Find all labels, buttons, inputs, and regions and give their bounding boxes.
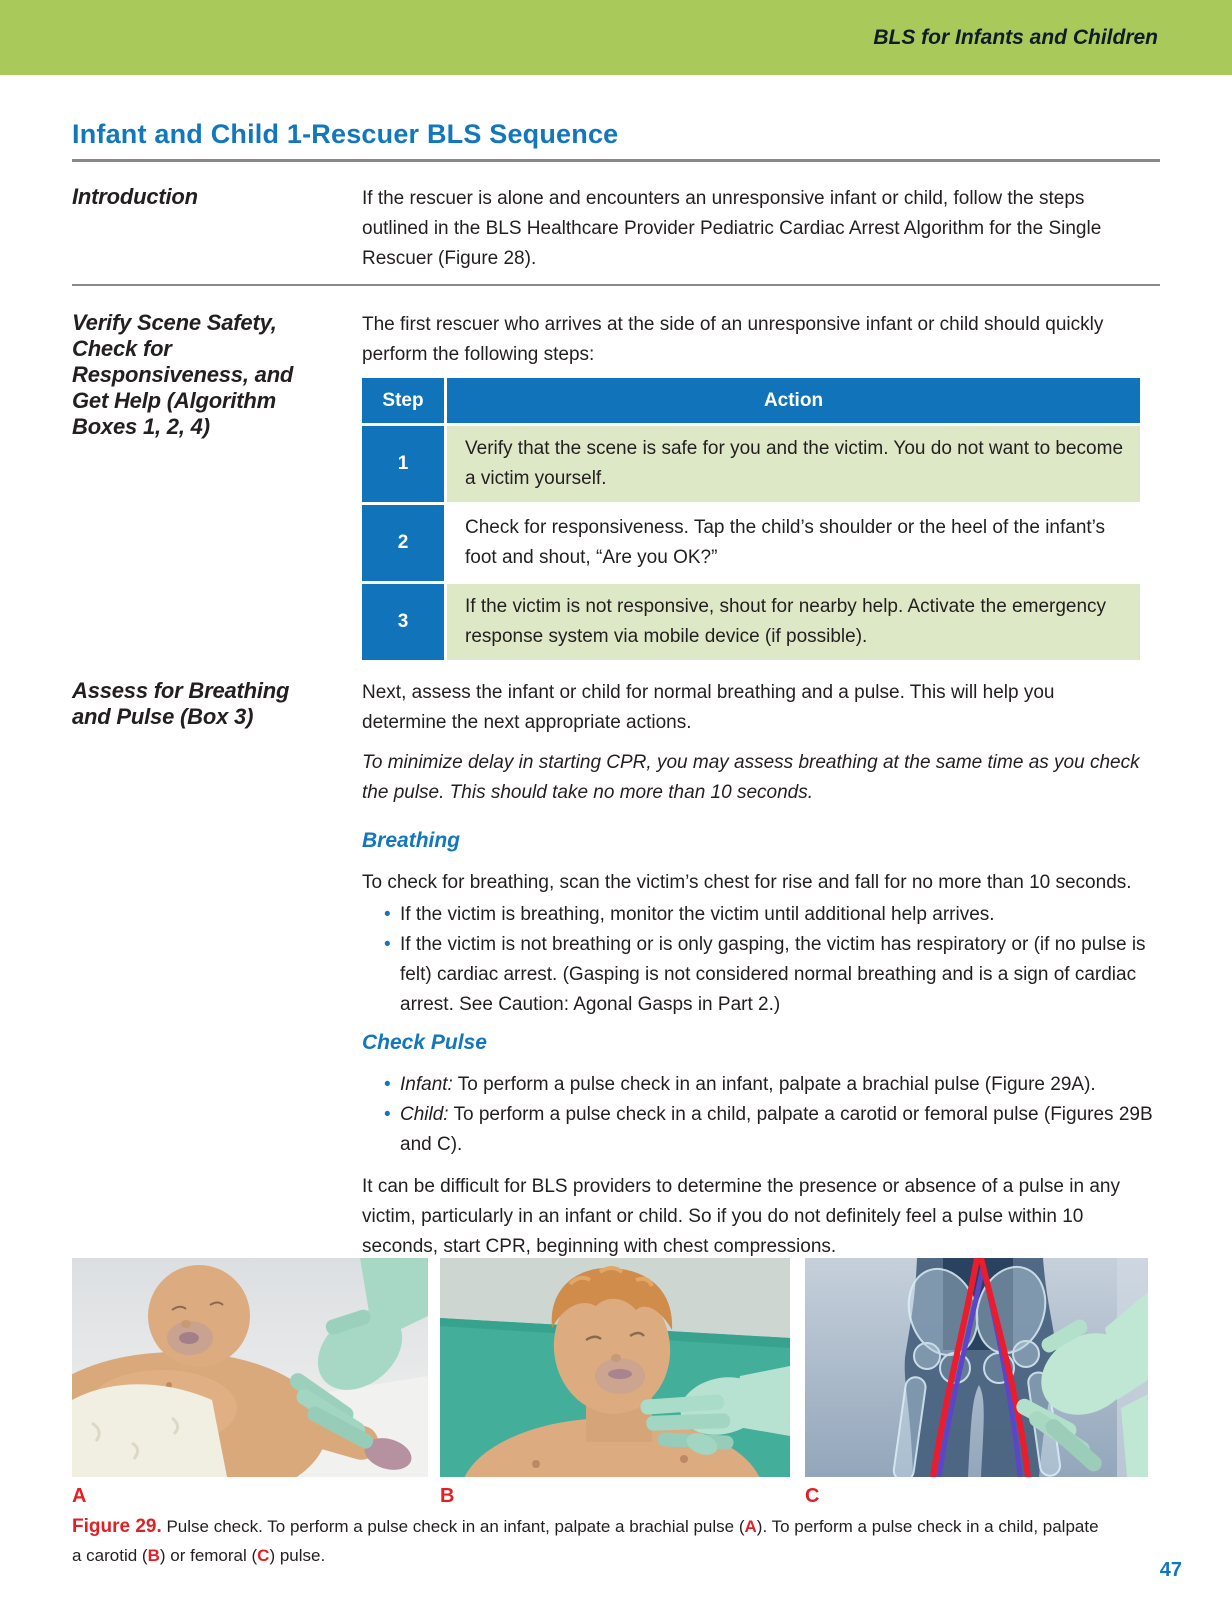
bullet-lead-child: Child:	[400, 1104, 449, 1125]
step-action-text: If the victim is not responsive, shout for nearby help. Activate the emergency response system via mobile device (if possible).	[447, 581, 1140, 660]
column-header-step: Step	[362, 378, 447, 423]
caption-text: ). To perform a pulse check in a child, palpate a carotid (	[72, 1517, 1099, 1565]
figure-29-images	[72, 1258, 1148, 1506]
check-pulse-bullet-list	[362, 1070, 1160, 1160]
figure-29	[72, 1258, 1148, 1570]
table-row	[362, 581, 1140, 660]
table-header-row	[362, 378, 1140, 423]
check-pulse-closing-paragraph: It can be difficult for BLS providers to determine the presence or absence of a pulse in any victim, particularly in an infant or child. So if you do not definitely feel a pulse within 10 seconds, start CPR, beginning with chest compressions.	[362, 1176, 1120, 1257]
bullet-text: To perform a pulse check in a child, palpate a carotid or femoral pulse (Figures 29B and C).	[400, 1104, 1153, 1155]
bullet-item	[384, 1100, 1160, 1160]
section-introduction	[72, 184, 1160, 274]
breathing-lead-paragraph: To check for breathing, scan the victim’s chest for rise and fall for no more than 10 seconds.	[362, 872, 1132, 893]
figure-29a	[72, 1258, 428, 1506]
title-rule	[72, 159, 1160, 162]
bullet-item	[384, 1070, 1160, 1100]
verify-lead-paragraph: The first rescuer who arrives at the side of an unresponsive infant or child should quickly perform the following steps:	[362, 314, 1104, 365]
table-row	[362, 502, 1140, 581]
step-number: 2	[362, 502, 447, 581]
femoral-pulse-illustration	[805, 1258, 1148, 1477]
page-number: 47	[1159, 1559, 1182, 1581]
caption-letter-b: B	[147, 1546, 160, 1565]
figure-caption-lead: Figure 29.	[72, 1516, 162, 1537]
bullet-lead-infant: Infant:	[400, 1074, 453, 1095]
page-header-band	[0, 0, 1232, 75]
child-carotid-pulse-photo	[440, 1258, 790, 1477]
introduction-paragraph: If the rescuer is alone and encounters an unresponsive infant or child, follow the steps outlined in the BLS Healthcare Provider Pediatric Cardiac Arrest Algorithm for the Single Rescuer (Figure 28).	[362, 188, 1102, 269]
caption-letter-a: A	[744, 1517, 757, 1536]
section-heading-introduction: Introduction	[72, 184, 198, 209]
assess-lead-paragraph: Next, assess the infant or child for normal breathing and a pulse. This will help you determine the next appropriate actions.	[362, 682, 1055, 733]
caption-letter-c: C	[257, 1546, 270, 1565]
page-content	[0, 119, 1232, 1262]
verify-body	[362, 310, 1160, 660]
introduction-body	[362, 184, 1160, 274]
section-assess-breathing-pulse	[72, 678, 1160, 1262]
step-number: 3	[362, 581, 447, 660]
bullet-item: • If the victim is not breathing or is only gasping, the victim has respiratory or (if no pulse is felt) cardiac arrest. (Gasping is not considered normal breathing and is a sign of cardiac arrest. See Caution: Agonal Gasps in Part 2.)	[384, 930, 1160, 1020]
section-heading-verify: Verify Scene Safety, Check for Responsiveness, and Get Help (Algorithm Boxes 1, 2, 4)	[72, 310, 294, 439]
subheading-check-pulse: Check Pulse	[362, 1031, 487, 1054]
assess-note-paragraph: To minimize delay in starting CPR, you may assess breathing at the same time as you check the pulse. This should take no more than 10 seconds.	[362, 752, 1140, 803]
figure-29c-label: C	[805, 1485, 820, 1507]
figure-29-caption	[72, 1512, 1102, 1570]
figure-29a-label: A	[72, 1485, 87, 1507]
section-verify-scene-safety	[72, 310, 1160, 660]
running-head: BLS for Infants and Children	[873, 25, 1158, 49]
figure-29c	[805, 1258, 1148, 1506]
subheading-breathing: Breathing	[362, 829, 461, 852]
column-header-action: Action	[447, 378, 1140, 423]
step-action-text: Verify that the scene is safe for you and the victim. You do not want to become a victim yourself.	[447, 423, 1140, 502]
bullet-text: To perform a pulse check in an infant, palpate a brachial pulse (Figure 29A).	[452, 1074, 1096, 1095]
infant-brachial-pulse-photo	[72, 1258, 428, 1477]
figure-29b-label: B	[440, 1485, 455, 1507]
step-number: 1	[362, 423, 447, 502]
section-rule	[72, 284, 1160, 286]
step-action-table	[362, 378, 1140, 660]
step-action-text: Check for responsiveness. Tap the child’s shoulder or the heel of the infant’s foot and shout, “Are you OK?”	[447, 502, 1140, 581]
section-heading-assess: Assess for Breathing and Pulse (Box 3)	[72, 678, 290, 729]
caption-text: ) or femoral (	[159, 1546, 258, 1565]
table-row	[362, 423, 1140, 502]
page-title: Infant and Child 1-Rescuer BLS Sequence	[72, 119, 619, 149]
caption-text: Pulse check. To perform a pulse check in an infant, palpate a brachial pulse (	[161, 1517, 745, 1536]
figure-29b	[440, 1258, 790, 1506]
caption-text: ) pulse.	[269, 1546, 326, 1565]
breathing-bullet-list	[362, 900, 1160, 1020]
assess-body	[362, 678, 1160, 1262]
bullet-item: • If the victim is breathing, monitor the victim until additional help arrives.	[384, 900, 1160, 930]
